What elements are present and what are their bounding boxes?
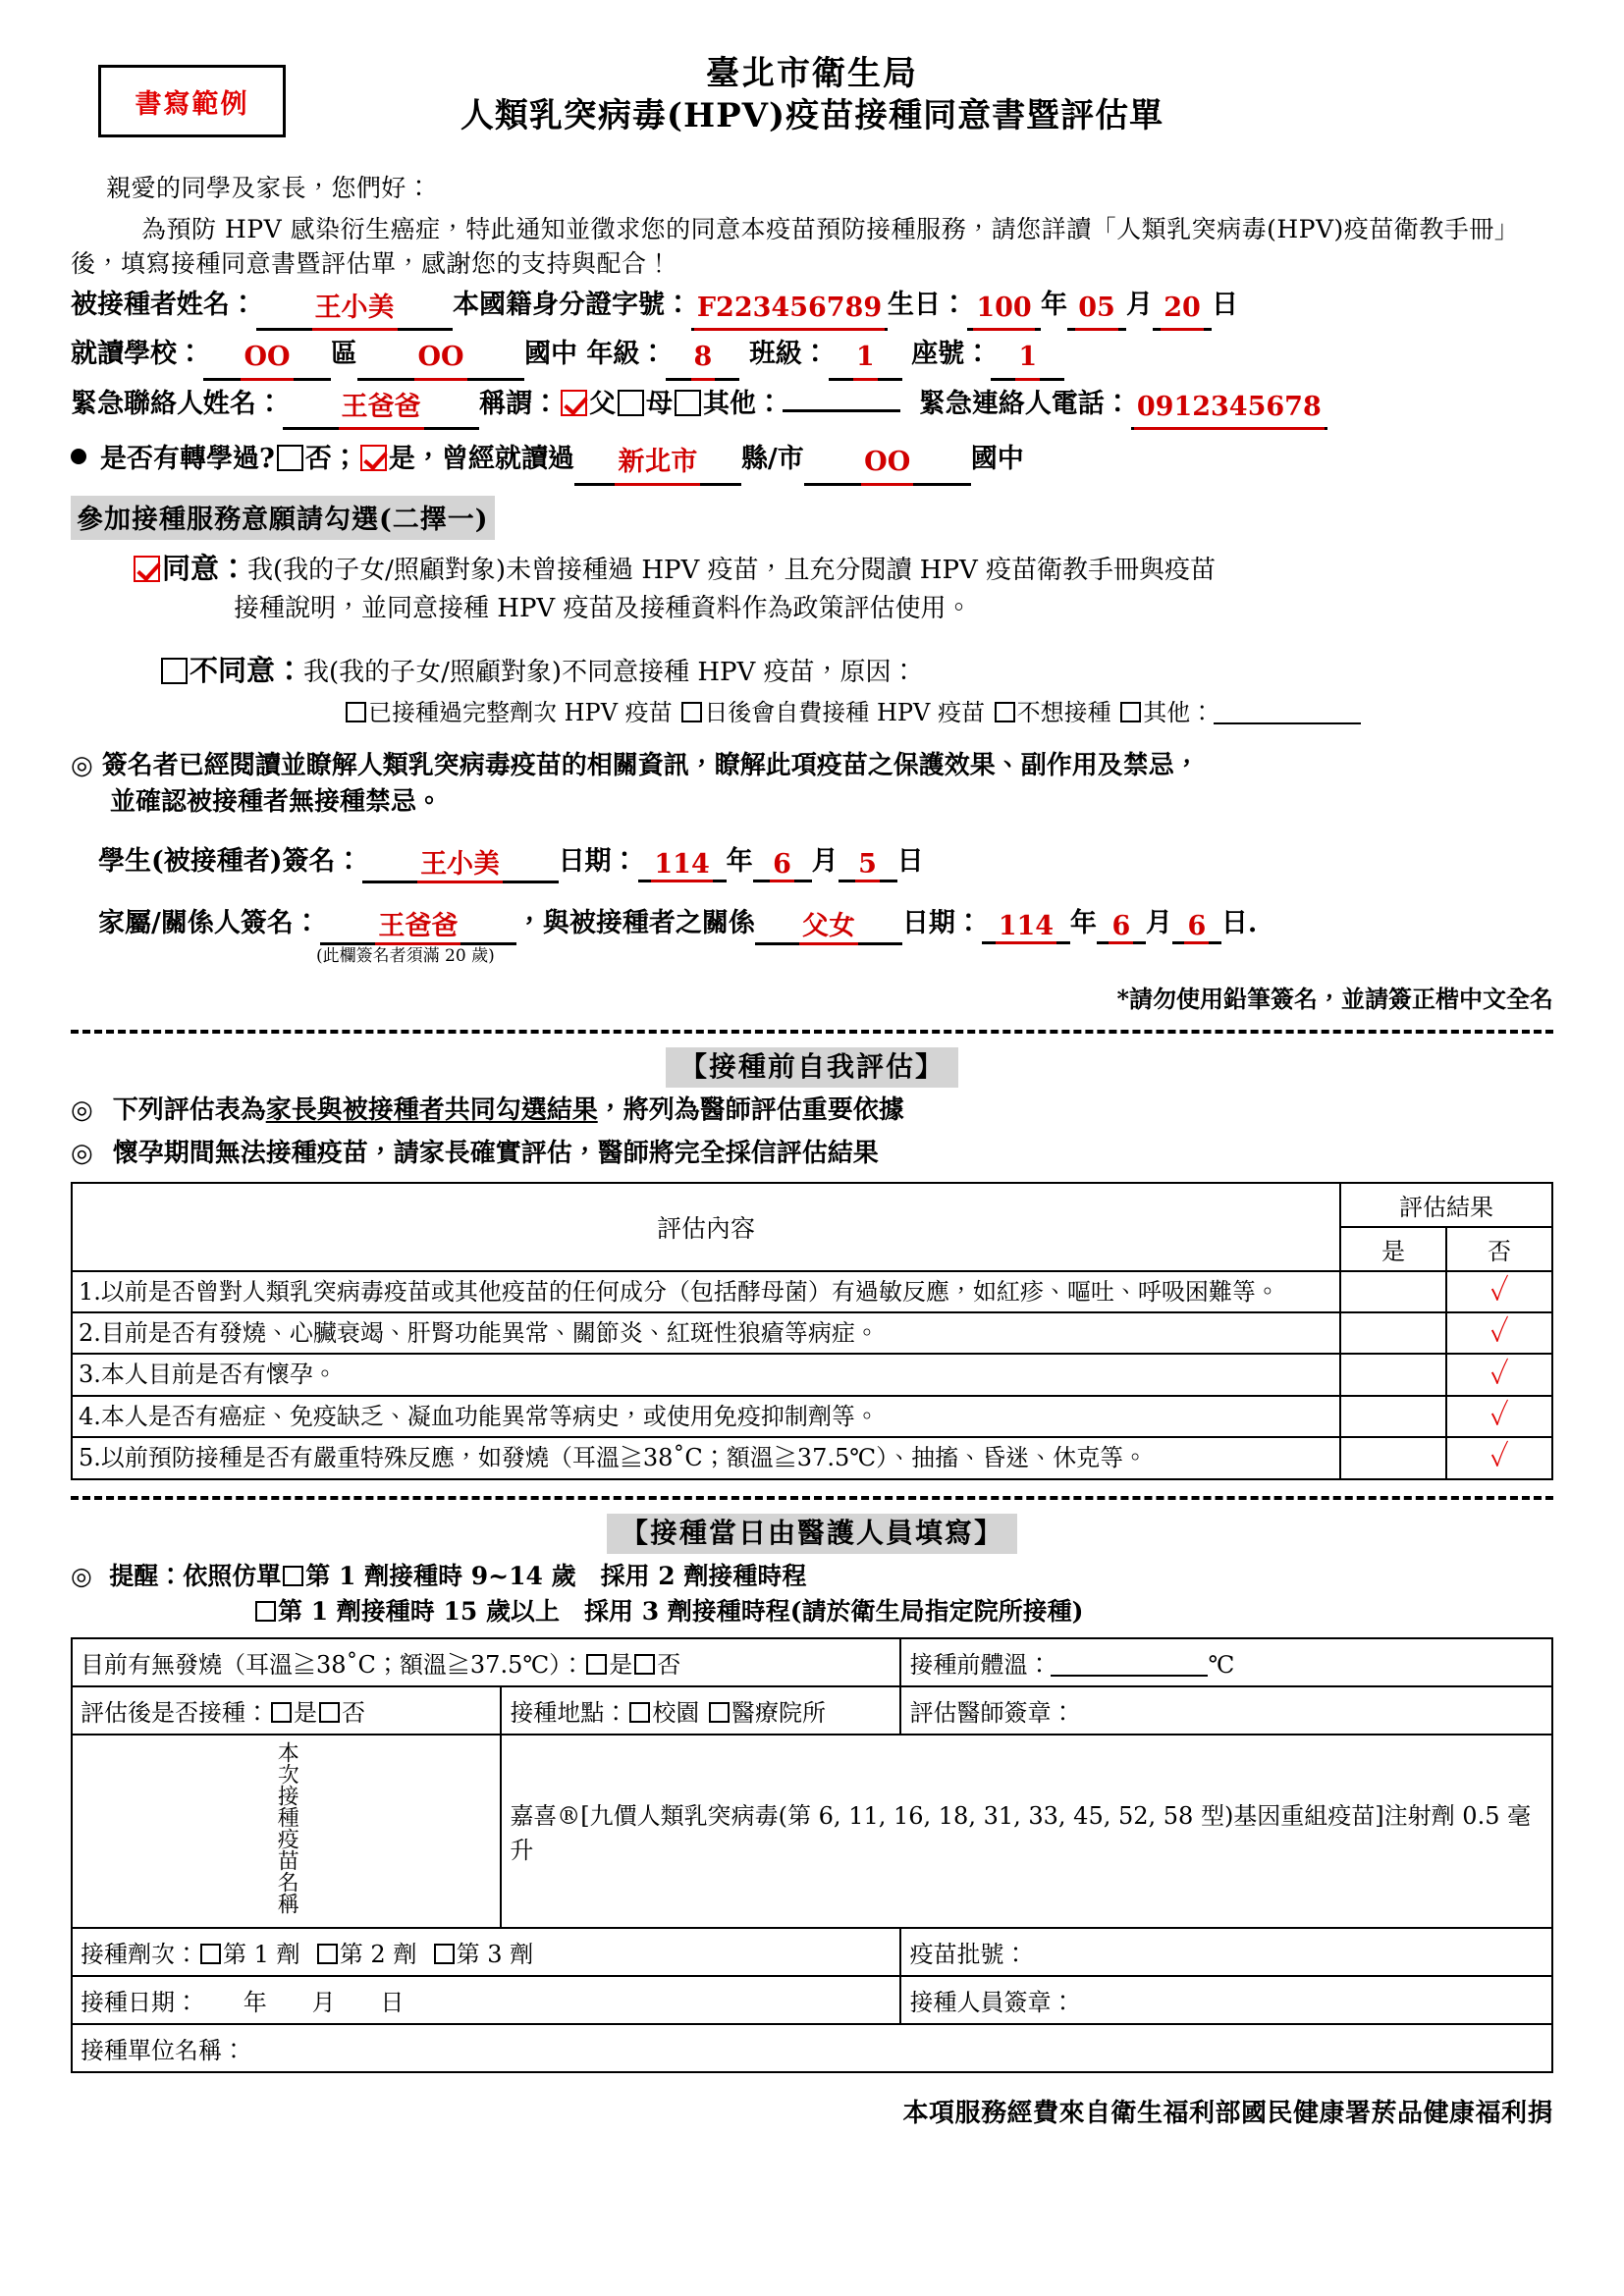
form-header (71, 47, 1553, 165)
sample-badge-label: 書寫範例 (135, 88, 249, 120)
divider-2 (71, 1496, 1553, 1500)
transfer-yes-checkbox[interactable] (360, 445, 387, 471)
bullet-icon (71, 449, 86, 464)
selfeval-note2-bold: 醫師將完全採信評估結果 (597, 1139, 879, 1169)
table-row (72, 1976, 1552, 2024)
agree-text-line1: 我(我的子女/照顧對象)未曾接種過 HPV 疫苗，且充分閱讀 HPV 疫苗衛教手冊與疫苗 (247, 555, 1217, 585)
agree-text-line2: 接種說明，並同意接種 HPV 疫苗及接種資料作為政策評估使用。 (234, 594, 972, 623)
eval-row-2-yes-cell[interactable] (1340, 1354, 1446, 1395)
selfeval-note1-prefix: 下列評估表為 (112, 1095, 266, 1125)
disagree-reasons (159, 695, 1553, 730)
disagree-checkbox[interactable] (161, 658, 188, 684)
eval-row-3-no-cell[interactable] (1446, 1396, 1552, 1437)
table-row (72, 1437, 1552, 1478)
transfer-city-input[interactable] (574, 440, 741, 486)
transfer-school-input[interactable] (804, 440, 971, 486)
place-clinic-label: 醫療院所 (731, 1699, 826, 1728)
table-row (72, 2024, 1552, 2072)
dose-3-label: 第 3 劑 (456, 1940, 534, 1968)
field-row-emergency (71, 385, 1553, 431)
place-school-checkbox[interactable] (629, 1702, 650, 1723)
pretemp-input[interactable] (1051, 1675, 1208, 1677)
relation-other-checkbox[interactable] (675, 390, 701, 416)
guardian-year-unit: 年 (1069, 907, 1097, 938)
doctor-sign-label: 評估醫師簽章： (909, 1699, 1075, 1728)
guardian-year-value: 114 (996, 911, 1056, 944)
relation-label: 稱謂： (479, 388, 559, 419)
birth-month-value: 05 (1075, 289, 1118, 332)
birth-label: 生日： (888, 289, 967, 320)
disagree-head: 不同意： (189, 654, 304, 687)
vaccinated-no-label: 否 (342, 1699, 365, 1728)
dose-schedule-3-checkbox[interactable] (255, 1601, 276, 1622)
vaccine-name-vertical-label (72, 1735, 501, 1928)
school-label: 就讀學校： (71, 339, 203, 369)
class-value: 1 (853, 338, 878, 381)
school-name-value: OO (414, 338, 466, 381)
guardian-month-input[interactable] (1097, 908, 1146, 944)
place-cell (501, 1686, 900, 1735)
col-header-content: 評估內容 (72, 1183, 1340, 1271)
ring-icon: ◎ (71, 750, 93, 780)
place-clinic-checkbox[interactable] (709, 1702, 730, 1723)
place-school-label: 校園 (652, 1699, 700, 1728)
transfer-city-value: 新北市 (615, 443, 700, 486)
doctor-sign-cell[interactable] (900, 1686, 1552, 1735)
date-day-unit: 日 (380, 1988, 405, 2016)
student-month-unit: 月 (811, 845, 839, 877)
vaccinated-label: 評估後是否接種： (81, 1699, 269, 1728)
remind-prefix: 提醒：依照仿單 (109, 1561, 282, 1590)
student-year-value: 114 (651, 849, 712, 882)
student-day-unit: 日 (896, 845, 924, 877)
birth-year-unit: 年 (1041, 289, 1067, 320)
grade-input[interactable] (666, 335, 739, 381)
col-header-no: 否 (1446, 1227, 1552, 1271)
guardian-date-label: 日期： (901, 907, 982, 938)
title-block (71, 47, 1553, 136)
agree-option (71, 548, 1553, 629)
reason-1-label: 已接種過完整劑次 HPV 疫苗 (368, 698, 673, 726)
date-year-unit: 年 (243, 1988, 267, 2016)
check-mark-icon: ✓ (1489, 1273, 1509, 1308)
emergency-phone-label: 緊急連絡人電話： (918, 388, 1131, 419)
relation-other-label: 其他： (703, 388, 783, 419)
eval-row-1-yes-cell[interactable] (1340, 1312, 1446, 1354)
transfer-school-unit: 國中 (970, 444, 1024, 474)
self-evaluation-table (71, 1182, 1553, 1480)
emergency-name-label: 緊急聯絡人姓名： (71, 388, 283, 419)
ring-icon-4: ◎ (71, 1561, 92, 1590)
selfeval-note-2 (71, 1136, 1553, 1171)
relation-other-input[interactable] (783, 409, 900, 412)
selfeval-note-1 (71, 1093, 1553, 1128)
vaccinated-yes-label: 是 (294, 1699, 317, 1728)
reason-1-checkbox[interactable] (346, 702, 366, 722)
birth-day-value: 20 (1161, 289, 1204, 332)
dayof-reminder (71, 1559, 1553, 1630)
vaccine-name-cell (501, 1735, 1552, 1928)
emergency-name-value: 王爸爸 (339, 388, 424, 431)
student-year-input[interactable] (638, 846, 727, 882)
check-mark-icon: ✓ (1489, 1440, 1509, 1475)
seat-input[interactable] (991, 335, 1064, 381)
transfer-question-row (71, 440, 1553, 486)
selfeval-note2-prefix: 懷孕期間無法接種疫苗，請家長確實評估， (112, 1139, 598, 1169)
guardian-signature-value: 王爸爸 (375, 904, 460, 945)
fever-label: 目前有無發燒（耳溫≧38˚C；額溫≧37.5℃）： (81, 1651, 585, 1680)
class-input[interactable] (829, 335, 902, 381)
lot-cell[interactable] (900, 1928, 1552, 1976)
transfer-question-label: 是否有轉學過? (100, 444, 275, 474)
pretemp-unit: ℃ (1208, 1651, 1235, 1680)
table-row (72, 1354, 1552, 1395)
birth-month-unit: 月 (1126, 289, 1153, 320)
page-title: 人類乳突病毒(HPV)疫苗接種同意書暨評估單 (460, 95, 1164, 135)
eval-row-2-text: 3.本人目前是否有懷孕。 (72, 1354, 1340, 1395)
pretemp-cell (900, 1638, 1552, 1686)
dose-schedule-2-checkbox[interactable] (283, 1566, 303, 1586)
dose-2-label: 第 2 劑 (339, 1940, 417, 1968)
guardian-relation-value: 父女 (799, 904, 858, 945)
eval-row-3-text: 4.本人是否有癌症、免疫缺乏、凝血功能異常等病史，或使用免疫抑制劑等。 (72, 1396, 1340, 1437)
staff-sign-cell[interactable] (900, 1976, 1552, 2024)
eval-row-2-no-cell[interactable] (1446, 1354, 1552, 1395)
fever-no-label: 否 (657, 1651, 681, 1680)
relation-mother-checkbox[interactable] (618, 390, 644, 416)
ring-icon-3: ◎ (71, 1139, 93, 1169)
transfer-school-value: OO (861, 443, 913, 486)
agree-head: 同意： (162, 551, 248, 585)
id-value: F223456789 (694, 289, 885, 332)
reason-2-checkbox[interactable] (681, 702, 702, 722)
student-day-value: 5 (855, 849, 880, 882)
vaccinated-yes-checkbox[interactable] (271, 1702, 292, 1723)
field-row-school (71, 335, 1553, 381)
unit-name-cell[interactable] (72, 2024, 1552, 2072)
dose-cell (72, 1928, 900, 1976)
transfer-no-checkbox[interactable] (277, 445, 303, 471)
emergency-name-input[interactable] (283, 385, 479, 431)
table-row (72, 1638, 1552, 1686)
reason-3-checkbox[interactable] (995, 702, 1015, 722)
guardian-day-value: 6 (1184, 911, 1209, 944)
eval-row-4-yes-cell[interactable] (1340, 1437, 1446, 1478)
lot-label: 疫苗批號： (909, 1940, 1028, 1968)
eval-row-3-yes-cell[interactable] (1340, 1396, 1446, 1437)
selfeval-title: 【接種前自我評估】 (666, 1047, 958, 1088)
field-row-identity (71, 286, 1553, 332)
eval-row-4-no-cell[interactable] (1446, 1437, 1552, 1478)
place-label: 接種地點： (510, 1699, 628, 1728)
birth-day-input[interactable] (1153, 286, 1212, 332)
pretemp-label: 接種前體溫： (909, 1651, 1052, 1680)
check-mark-icon: ✓ (1489, 1357, 1509, 1392)
table-row (72, 1928, 1552, 1976)
dose-1-checkbox[interactable] (200, 1944, 221, 1964)
student-signature-row (71, 839, 1553, 883)
guardian-day-unit: 日. (1220, 907, 1258, 938)
staff-sign-label: 接種人員簽章： (909, 1988, 1075, 2016)
pencil-note: *請勿使用鉛筆簽名，並請簽正楷中文全名 (1116, 984, 1553, 1013)
eval-row-0-no-cell[interactable] (1446, 1271, 1552, 1312)
org-name: 臺北市衛生局 (706, 54, 918, 93)
intro-body-text: 為預防 HPV 感染衍生癌症，特此通知並徵求您的同意本疫苗預防接種服務，請您詳讀「人類乳突病毒(HPV)疫苗衛教手冊」後，填寫接種同意書暨評估單，感謝您的支持與配合！ (71, 214, 1520, 278)
col-header-result: 評估結果 (1340, 1183, 1552, 1227)
remind-opt1: 第 1 劑接種時 9~14 歲 採用 2 劑接種時程 (305, 1561, 807, 1590)
birth-year-value: 100 (973, 289, 1034, 332)
fever-yes-label: 是 (609, 1651, 633, 1680)
reason-other-input[interactable] (1214, 722, 1361, 724)
school-district-input[interactable] (203, 335, 331, 381)
reason-2-label: 日後會自費接種 HPV 疫苗 (704, 698, 985, 726)
name-label: 被接種者姓名： (71, 289, 256, 320)
guardian-signature-input[interactable] (320, 901, 516, 945)
guardian-year-input[interactable] (982, 908, 1070, 944)
table-row (72, 1312, 1552, 1354)
school-name-input[interactable] (357, 335, 524, 381)
emergency-phone-input[interactable] (1131, 385, 1327, 431)
birth-year-input[interactable] (967, 286, 1041, 332)
reason-4-checkbox[interactable] (1120, 702, 1141, 722)
school-district-value: OO (241, 338, 293, 381)
guardian-relation-input[interactable] (755, 901, 902, 945)
eval-row-4-text: 5.以前預防接種是否有嚴重特殊反應，如發燒（耳溫≧38˚C；額溫≧37.5℃）、抽搐、昏迷、休克等。 (72, 1437, 1340, 1478)
guardian-month-unit: 月 (1145, 907, 1172, 938)
table-row (72, 1735, 1552, 1928)
declaration-line2: 並確認被接種者無接種禁忌。 (110, 787, 443, 818)
reason-3-label: 不想接種 (1016, 698, 1111, 726)
vaccine-name-text: 嘉喜®[九價人類乳突病毒(第 6, 11, 16, 18, 31, 33, 45, 52, 58 型)基因重組疫苗]注射劑 0.5 毫升 (510, 1802, 1532, 1865)
seat-label: 座號： (911, 339, 992, 369)
table-row (72, 1686, 1552, 1735)
grade-value: 8 (691, 338, 716, 381)
eval-row-0-text: 1.以前是否曾對人類乳突病毒疫苗或其他疫苗的任何成分（包括酵母菌）有過敏反應，如紅疹、嘔吐、呼吸困難等。 (72, 1271, 1340, 1312)
dayof-title: 【接種當日由醫護人員填寫】 (607, 1514, 1017, 1554)
student-day-input[interactable] (839, 846, 897, 882)
footer-note: 本項服務經費來自衛生福利部國民健康署菸品健康福利捐 (902, 2098, 1553, 2128)
dayof-table (71, 1637, 1553, 2073)
declaration-block (71, 748, 1553, 822)
student-sign-label: 學生(被接種者)簽名： (98, 845, 362, 877)
relation-mother-label: 母 (646, 388, 673, 419)
dayof-title-wrap (71, 1512, 1553, 1551)
transfer-yes-label: 是，曾經就讀過 (388, 444, 574, 474)
fever-no-checkbox[interactable] (634, 1654, 655, 1675)
check-mark-icon: ✓ (1489, 1399, 1509, 1434)
sample-badge (98, 65, 286, 137)
ring-icon-2: ◎ (71, 1095, 93, 1125)
selfeval-title-wrap (71, 1045, 1553, 1085)
declaration-line1: 簽名者已經閱讀並瞭解人類乳突病毒疫苗的相關資訊，瞭解此項疫苗之保護效果、副作用及禁忌， (101, 750, 1200, 780)
student-signature-value: 王小美 (417, 842, 503, 883)
dose-label: 接種劑次： (81, 1940, 198, 1968)
guardian-age-note: (此欄簽名者須滿 20 歲) (316, 945, 495, 966)
student-month-value: 6 (770, 849, 794, 882)
school-unit: 國中 (524, 339, 577, 369)
seat-value: 1 (1015, 338, 1040, 381)
reason-4-label: 其他： (1143, 698, 1215, 726)
student-year-unit: 年 (726, 845, 753, 877)
agree-checkbox[interactable] (134, 556, 160, 582)
dose-1-label: 第 1 劑 (223, 1940, 300, 1968)
guardian-sign-label: 家屬/關係人簽名： (98, 907, 320, 938)
check-mark-icon: ✓ (1489, 1315, 1509, 1351)
transfer-no-label: 否； (304, 444, 358, 474)
table-header-row (72, 1183, 1552, 1227)
vaccinated-no-checkbox[interactable] (319, 1702, 340, 1723)
table-row (72, 1396, 1552, 1437)
student-date-label: 日期： (558, 845, 638, 877)
name-value: 王小美 (312, 289, 398, 332)
guardian-day-input[interactable] (1172, 908, 1221, 944)
vaccinated-cell (72, 1686, 501, 1735)
vaccination-date-cell (72, 1976, 900, 2024)
remind-opt2: 第 1 劑接種時 15 歲以上 採用 3 劑接種時程(請於衛生局指定院所接種) (278, 1596, 1084, 1626)
transfer-city-unit: 縣/市 (740, 444, 804, 474)
birth-month-input[interactable] (1067, 286, 1126, 332)
eval-row-0-yes-cell[interactable] (1340, 1271, 1446, 1312)
selfeval-note1-suffix: ，將列為醫師評估重要依據 (597, 1095, 904, 1125)
name-input[interactable] (256, 286, 453, 332)
birth-day-unit: 日 (1212, 289, 1238, 320)
guardian-month-value: 6 (1109, 911, 1133, 944)
class-label: 班級： (748, 339, 829, 369)
student-signature-input[interactable] (362, 839, 559, 883)
relation-father-checkbox[interactable] (561, 390, 587, 416)
relation-father-label: 父 (589, 388, 616, 419)
consent-section-bar-wrap (71, 486, 1553, 540)
date-month-unit: 月 (311, 1988, 336, 2016)
guardian-signature-row (71, 901, 1553, 945)
student-month-input[interactable] (753, 846, 812, 882)
fever-cell (72, 1638, 900, 1686)
fever-yes-checkbox[interactable] (586, 1654, 607, 1675)
id-input[interactable] (691, 286, 888, 332)
emergency-phone-value: 0912345678 (1134, 388, 1325, 431)
selfeval-note1-underline: 家長與被接種者共同勾選結果 (265, 1095, 598, 1125)
unit-label: 接種單位名稱： (81, 2036, 245, 2064)
date-label: 接種日期： (81, 1988, 198, 2016)
disagree-text: 我(我的子女/照顧對象)不同意接種 HPV 疫苗，原因： (303, 658, 917, 687)
dose-3-checkbox[interactable] (434, 1944, 455, 1964)
grade-label: 年級： (586, 339, 667, 369)
consent-section-bar: 參加接種服務意願請勾選(二擇一) (71, 496, 495, 540)
district-unit: 區 (331, 339, 357, 369)
divider-1 (71, 1030, 1553, 1034)
eval-row-1-no-cell[interactable] (1446, 1312, 1552, 1354)
greeting-text: 親愛的同學及家長，您們好： (106, 174, 432, 202)
dayof-reminder-line2 (71, 1594, 1553, 1629)
table-row (72, 1271, 1552, 1312)
dose-2-checkbox[interactable] (317, 1944, 338, 1964)
vaccine-name-vertical-text: 本次接種疫苗名稱 (274, 1741, 299, 1915)
guardian-relation-label: ，與被接種者之關係 (515, 907, 755, 938)
disagree-option (71, 650, 1553, 730)
eval-row-1-text: 2.目前是否有發燒、心臟衰竭、肝腎功能異常、關節炎、紅斑性狼瘡等病症。 (72, 1312, 1340, 1354)
id-label: 本國籍身分證字號： (453, 289, 691, 320)
col-header-yes: 是 (1340, 1227, 1446, 1271)
